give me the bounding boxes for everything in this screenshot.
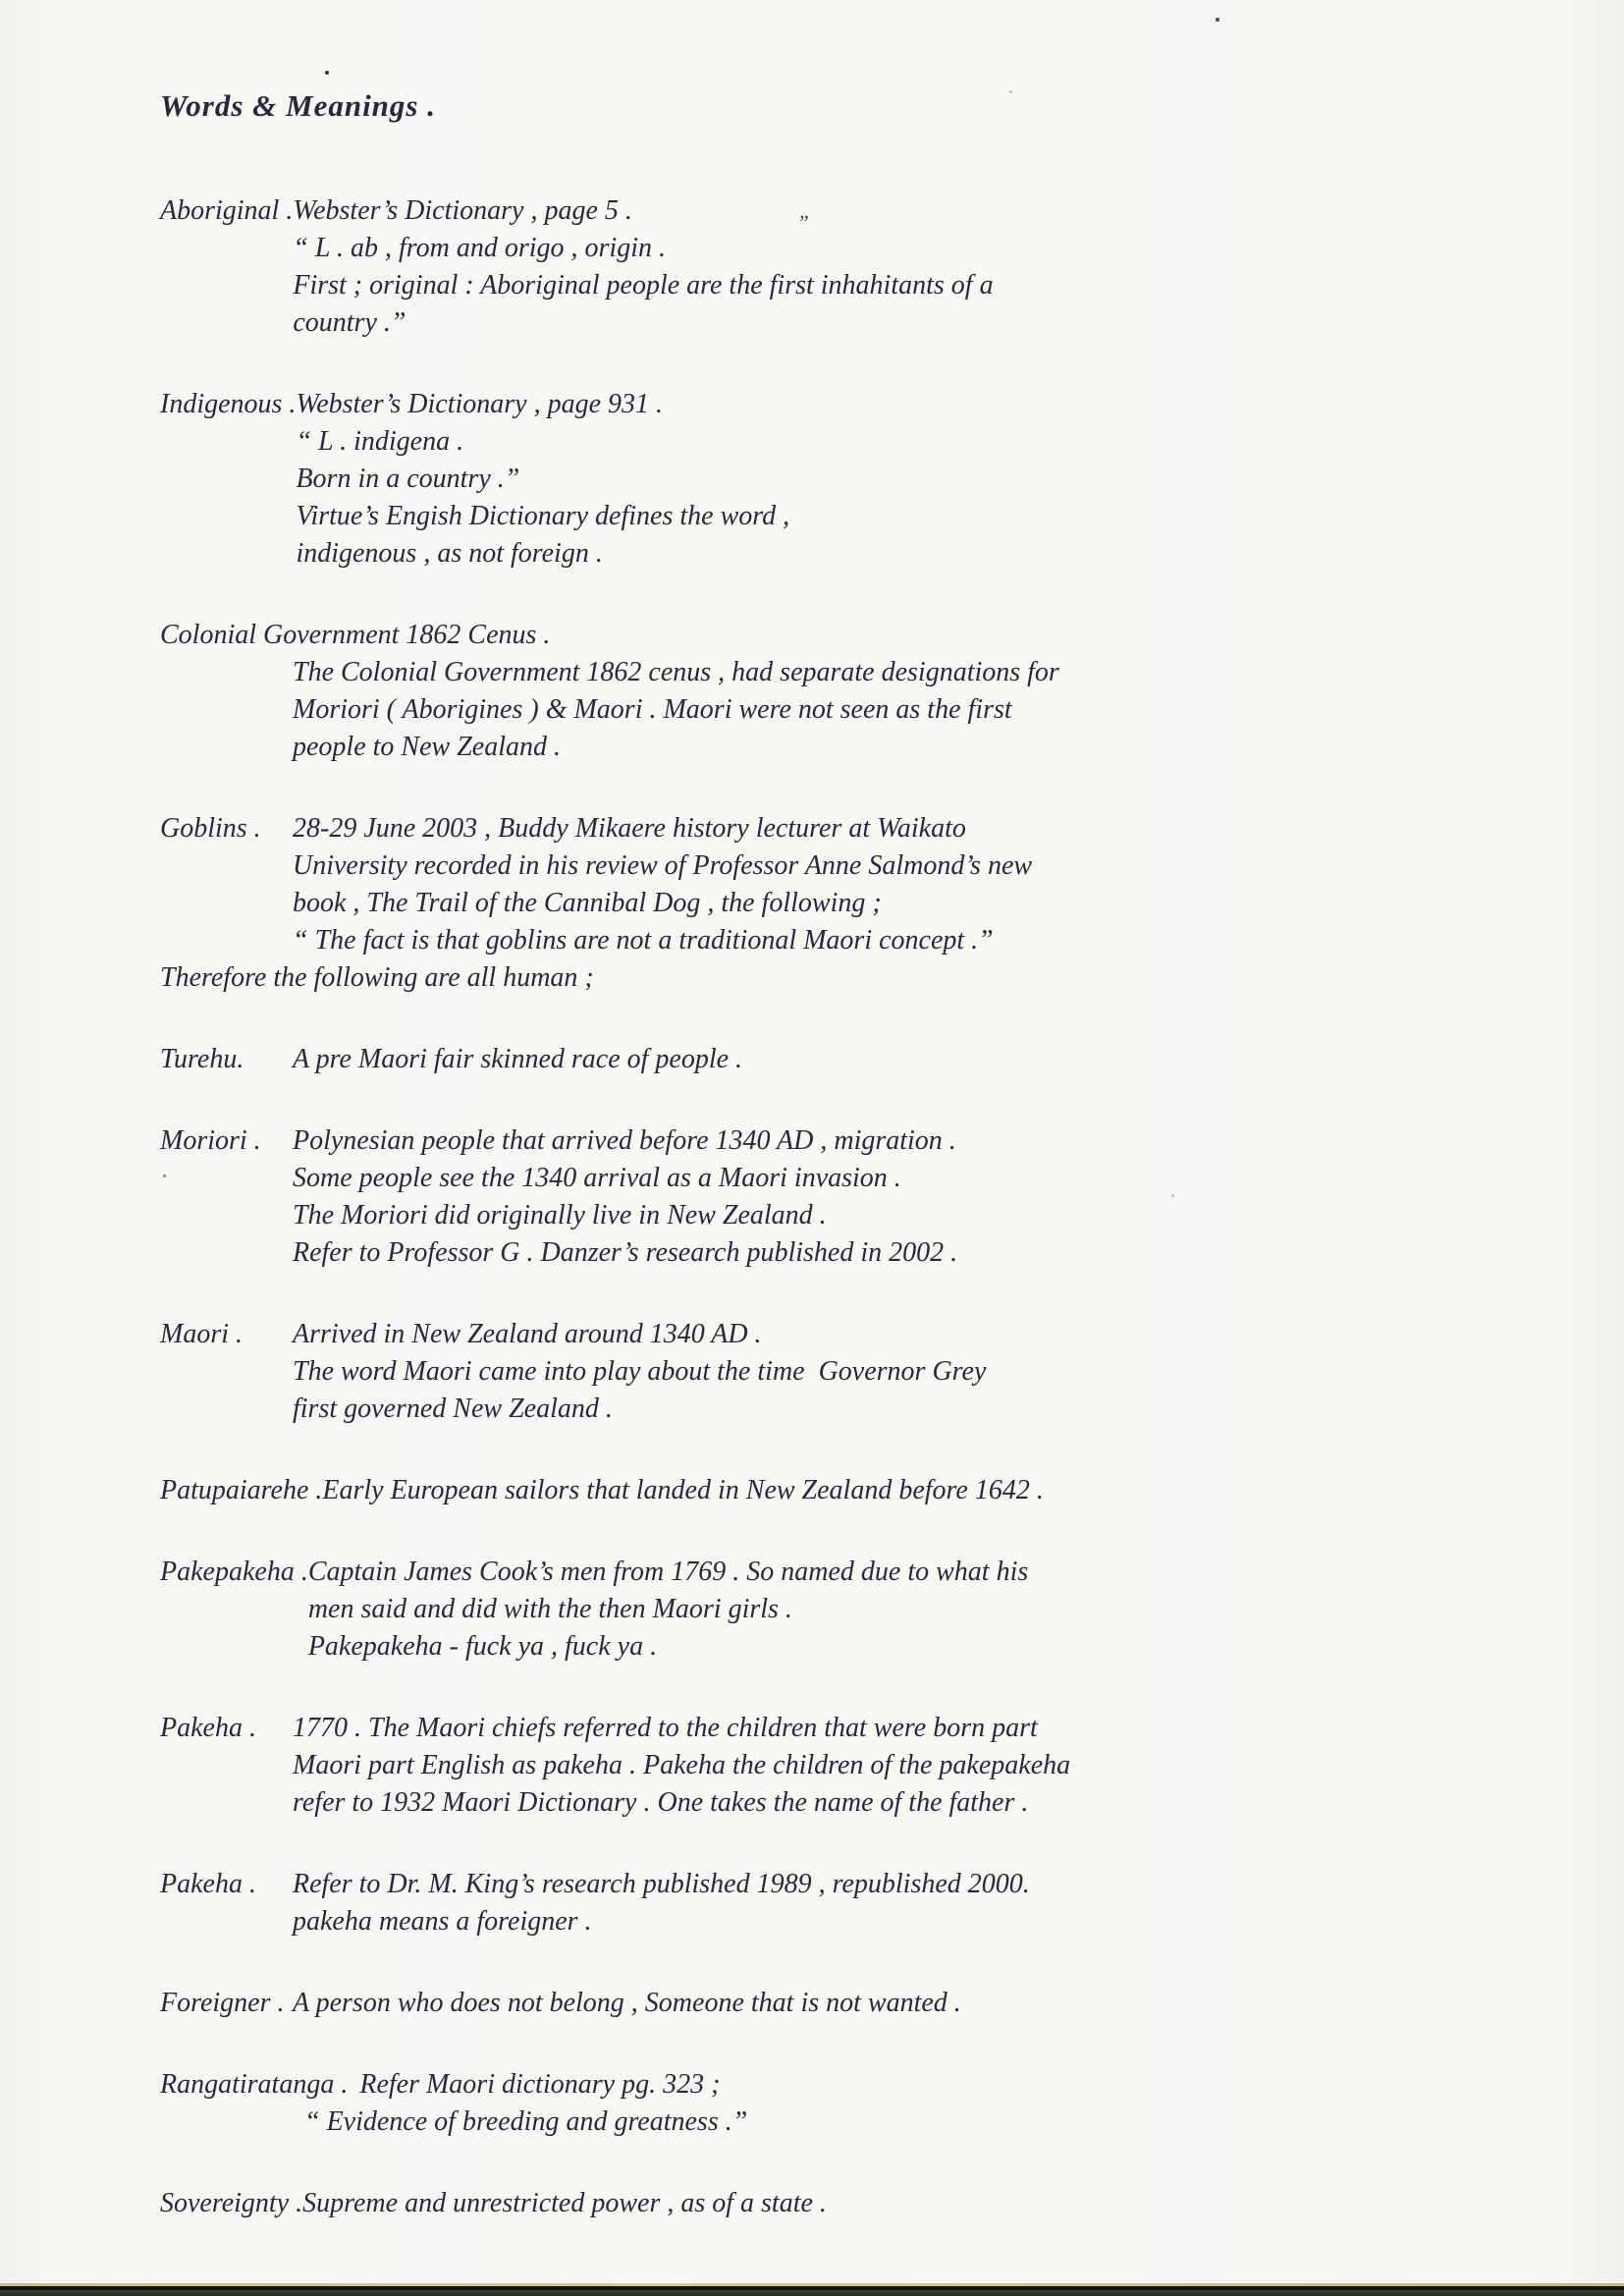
definition-line: The Moriori did originally live in New Zealand . [293, 1200, 827, 1230]
entry-term: Pakepakeha . [160, 1557, 308, 1587]
scan-speck [1009, 90, 1012, 93]
scanner-edge-green-band [0, 2290, 1624, 2296]
definition-line: 1770 . The Maori chiefs referred to the children that were born part [293, 1713, 1038, 1743]
entry-definition [302, 2185, 827, 2222]
entry-note: Therefore the following are all human ; [160, 962, 594, 993]
glossary-entry-pakeha-2 [160, 1866, 1495, 1941]
definition-line: Early European sailors that landed in New Zealand before 1642 . [322, 1475, 1044, 1505]
entry-definition [293, 1985, 961, 2022]
definition-line: Refer to Professor G . Danzer’s research published in 2002 . [293, 1237, 958, 1268]
definition-line: Captain James Cook’s men from 1769 . So named due to what his [307, 1557, 1029, 1587]
definition-line: Pakepakeha - fuck ya , fuck ya . [307, 1631, 658, 1662]
entry-definition [293, 810, 1032, 959]
entry-row [160, 810, 1495, 959]
glossary-entry-moriori [160, 1122, 1495, 1272]
definition-line: Refer to Dr. M. King’s research published 1989 , republished 2000. [293, 1869, 1030, 1899]
entry-term: Moriori . [160, 1125, 261, 1156]
glossary-entry-colonial-government-1862-census [160, 617, 1495, 766]
definition-line: “ Evidence of breeding and greatness .” [304, 2106, 748, 2137]
entry-term: Indigenous . [160, 389, 297, 419]
definition-line: The Colonial Government 1862 cenus , had separate designations for [293, 657, 1059, 687]
scan-speck [1216, 18, 1219, 22]
definition-line: The word Maori came into play about the time Governor Grey [293, 1356, 987, 1387]
definition-line: “ The fact is that goblins are not a traditional Maori concept .” [293, 925, 994, 956]
entry-term: Goblins . [160, 813, 261, 844]
definition-line: Webster’s Dictionary , page 931 . [296, 389, 664, 419]
glossary-entry-sovereignty [160, 2185, 1495, 2222]
entry-definition [293, 654, 1495, 766]
definition-line: University recorded in his review of Professor Anne Salmond’s new [293, 850, 1033, 881]
definition-line: pakeha means a foreigner . [293, 1906, 592, 1937]
scan-speck [163, 1175, 166, 1177]
entry-term: Patupaiarehe . [160, 1475, 323, 1505]
scanner-bottom-edge [0, 2283, 1624, 2296]
definition-line: book , The Trail of the Cannibal Dog , the following ; [293, 888, 882, 918]
definition-line: refer to 1932 Maori Dictionary . One takes the name of the father . [293, 1787, 1029, 1818]
entry-definition [308, 1554, 1028, 1666]
entry-term: Foreigner . [160, 1988, 285, 2018]
definition-line: Refer Maori dictionary pg. 323 ; [359, 2069, 721, 2100]
entry-definition [293, 1122, 957, 1272]
definition-line: First ; original : Aboriginal people are the first inhahitants of a [293, 270, 994, 301]
definition-line: Born in a country .” [296, 464, 520, 494]
glossary-entry-aboriginal [160, 192, 1495, 342]
entry-definition [293, 192, 993, 342]
entry-row [160, 1472, 1495, 1509]
definition-line: A pre Maori fair skinned race of people . [293, 1044, 743, 1074]
page-title: Words & Meanings . [160, 88, 436, 123]
glossary-entry-indigenous [160, 386, 1495, 573]
glossary-entry-pakepakeha [160, 1554, 1495, 1666]
entry-term: Pakeha . [160, 1869, 256, 1899]
definition-line: Supreme and unrestricted power , as of a state . [302, 2188, 827, 2218]
definition-line: Virtue’s Engish Dictionary defines the word , [296, 501, 790, 531]
definition-line: “ L . indigena . [296, 426, 464, 457]
definition-line: 28-29 June 2003 , Buddy Mikaere history lecturer at Waikato [293, 813, 966, 844]
scan-speck [1171, 1194, 1174, 1197]
definition-line: Some people see the 1340 arrival as a Maori invasion . [293, 1163, 901, 1193]
glossary-entry-maori [160, 1316, 1495, 1428]
definition-line: Arrived in New Zealand around 1340 AD . [293, 1319, 762, 1349]
entry-definition [293, 1316, 986, 1428]
entry-term: Aboriginal . [160, 195, 294, 226]
glossary-entry-goblins [160, 810, 1495, 997]
entry-definition [293, 1710, 1070, 1822]
entry-term: Colonial Government 1862 Cenus . [160, 620, 551, 650]
definition-line: Maori part English as pakeha . Pakeha the children of the pakepakeha [293, 1750, 1071, 1780]
definition-line: Polynesian people that arrived before 1340 AD , migration . [293, 1125, 956, 1156]
entry-definition [293, 1866, 1030, 1941]
entry-definition [296, 386, 789, 573]
entry-term: Sovereignty . [160, 2188, 303, 2218]
scan-speck [325, 71, 329, 75]
glossary-entry-patupaiarehe [160, 1472, 1495, 1509]
document-content [160, 86, 1495, 2267]
entry-term: Pakeha . [160, 1713, 256, 1743]
entry-row [160, 2066, 1495, 2104]
definition-line: Moriori ( Aborigines ) & Maori . Maori were not seen as the first [293, 694, 1012, 725]
entry-term: Rangatiratanga . [160, 2069, 349, 2100]
definition-line: country .” [293, 307, 406, 338]
entry-term: Maori . [160, 1319, 243, 1349]
stray-ink-mark: „ [799, 198, 812, 223]
glossary-entry-pakeha-1 [160, 1710, 1495, 1822]
definition-line: men said and did with the then Maori girls . [307, 1594, 792, 1624]
definition-line: people to New Zealand . [293, 732, 561, 762]
definition-line: Webster’s Dictionary , page 5 . [293, 195, 632, 226]
entry-term: Turehu. [160, 1044, 244, 1074]
entry-definition [293, 1041, 742, 1078]
definition-line: A person who does not belong , Someone that is not wanted . [293, 1988, 961, 2018]
glossary-entry-rangatiratanga [160, 2066, 1495, 2141]
glossary-entry-foreigner [160, 1985, 1495, 2022]
glossary-entry-turehu [160, 1041, 1495, 1078]
definition-line: first governed New Zealand . [293, 1394, 613, 1424]
definition-line: indigenous , as not foreign . [296, 538, 603, 569]
definition-line: “ L . ab , from and origo , origin . [293, 233, 666, 263]
